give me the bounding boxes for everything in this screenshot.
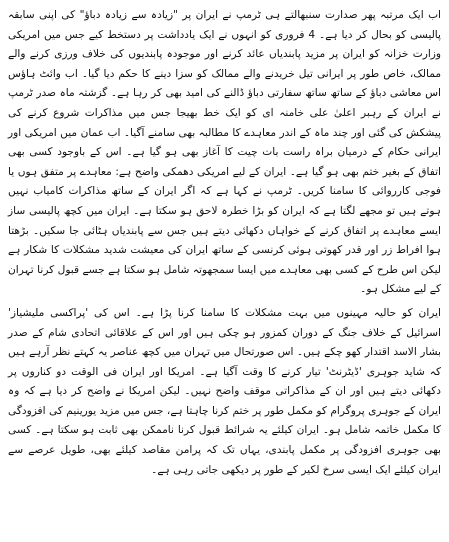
article-paragraph-2: ایران کو حالیہ مہینوں میں بہت مشکلات کا سامنا کرنا پڑا ہے۔ اس کی 'پراکسی ملیشیاز' اسرائیل کے خلاف جنگ کے دوران کمزور ہو چکی ہیں اور اس کے علاقائی اتحادی شام کے صدر بشار الاسد اقتدار کھو چکے ہیں۔ اس صورتحال میں تہران میں کچھ عناصر یہ کہتے نظر آرہے ہیں کہ شاید جوہری 'ڈیٹرنٹ' تیار کرنے کا وقت آگیا ہے۔ امریکا اور ایران فی الوقت دو کناروں پر دکھائی دیتے ہیں اور ان کے مذاکراتی موقف واضح نہیں۔ لیکن امریکا نے واضح کر دیا ہے کہ وہ ایران کے جوہری پروگرام کو مکمل طور پر ختم کرنا چاہتا ہے، جس میں مزید یورینیم کی افزودگی کا مکمل خاتمہ شامل ہو۔ ایران کیلئے یہ شرائط قبول کرنا ناممکن بھی ثابت ہو سکتا ہے۔ کسی بھی جوہری افزودگی پر مکمل پابندی، یہاں تک کہ پرامن مقاصد کیلئے بھی، طویل عرصے سے ایران کیلئے ایک ایسی سرخ لکیر کے طور پر دیکھی جاتی رہی ہے۔	[8, 306, 441, 476]
article-paragraph-1: اب ایک مرتبہ پھر صدارت سنبھالتے ہی ٹرمپ نے ایران پر "زیادہ سے زیادہ دباؤ" کی اپنی سابقہ پالیسی کو بحال کر دیا ہے۔ 4 فروری کو انہوں نے ایک یادداشت پر دستخط کیے جس میں امریکی وزارت خزانہ کو ایران پر مزید پابندیاں عائد کرنے اور موجودہ پابندیوں کی خلاف ورزی کرنے والے ممالک، خاص طور پر ایرانی تیل خریدنے والے ممالک کو سزا دینے کا حکم دیا گیا۔ اب وائٹ ہاؤس اس معاشی دباؤ کے ساتھ ساتھ سفارتی دباؤ ڈالنے کی امید بھی کر رہا ہے۔ گزشتہ ماہ صدر ٹرمپ نے ایران کے رہبر اعلیٰ علی خامنہ ای کو ایک خط بھیجا جس میں مذاکرات شروع کرنے کی پیشکش کی گئی اور چند ماہ کے اندر معاہدے کا مطالبہ بھی سامنے آگیا۔ اب عمان میں امریکی اور ایرانی حکام کے درمیان براہ راست بات چیت کا آغاز بھی ہو گیا ہے۔ اس کے باوجود کسی بھی اتفاق کے بغیر ختم بھی ہو گیا ہے۔ ایران کے لیے امریکی دھمکی واضح ہے: معاہدے پر متفق ہوں یا فوجی کارروائی کا سامنا کریں۔ ٹرمپ نے کہا ہے کہ اگر ایران کے ساتھ مذاکرات کامیاب نہیں ہوتے ہیں تو مجھے لگتا ہے کہ ایران کو بڑا خطرہ لاحق ہو سکتا ہے۔ ایران میں کچھ پالیسی ساز ایسے معاہدے پر اتفاق کرنے کے خواہاں دکھائی دیتے ہیں جس سے پابندیاں ہٹائی جا سکیں۔ بڑھتا ہوا افراط زر اور قدر کھوتی ہوئی کرنسی کے ساتھ ایران کی معیشت شدید مشکلات کا شکار ہے لیکن اس طرح کے کسی بھی معاہدے میں ایسا سمجھوتہ شامل ہو سکتا ہے جسے قبول کرنا تہران کے لیے مشکل ہو۔	[8, 9, 441, 296]
